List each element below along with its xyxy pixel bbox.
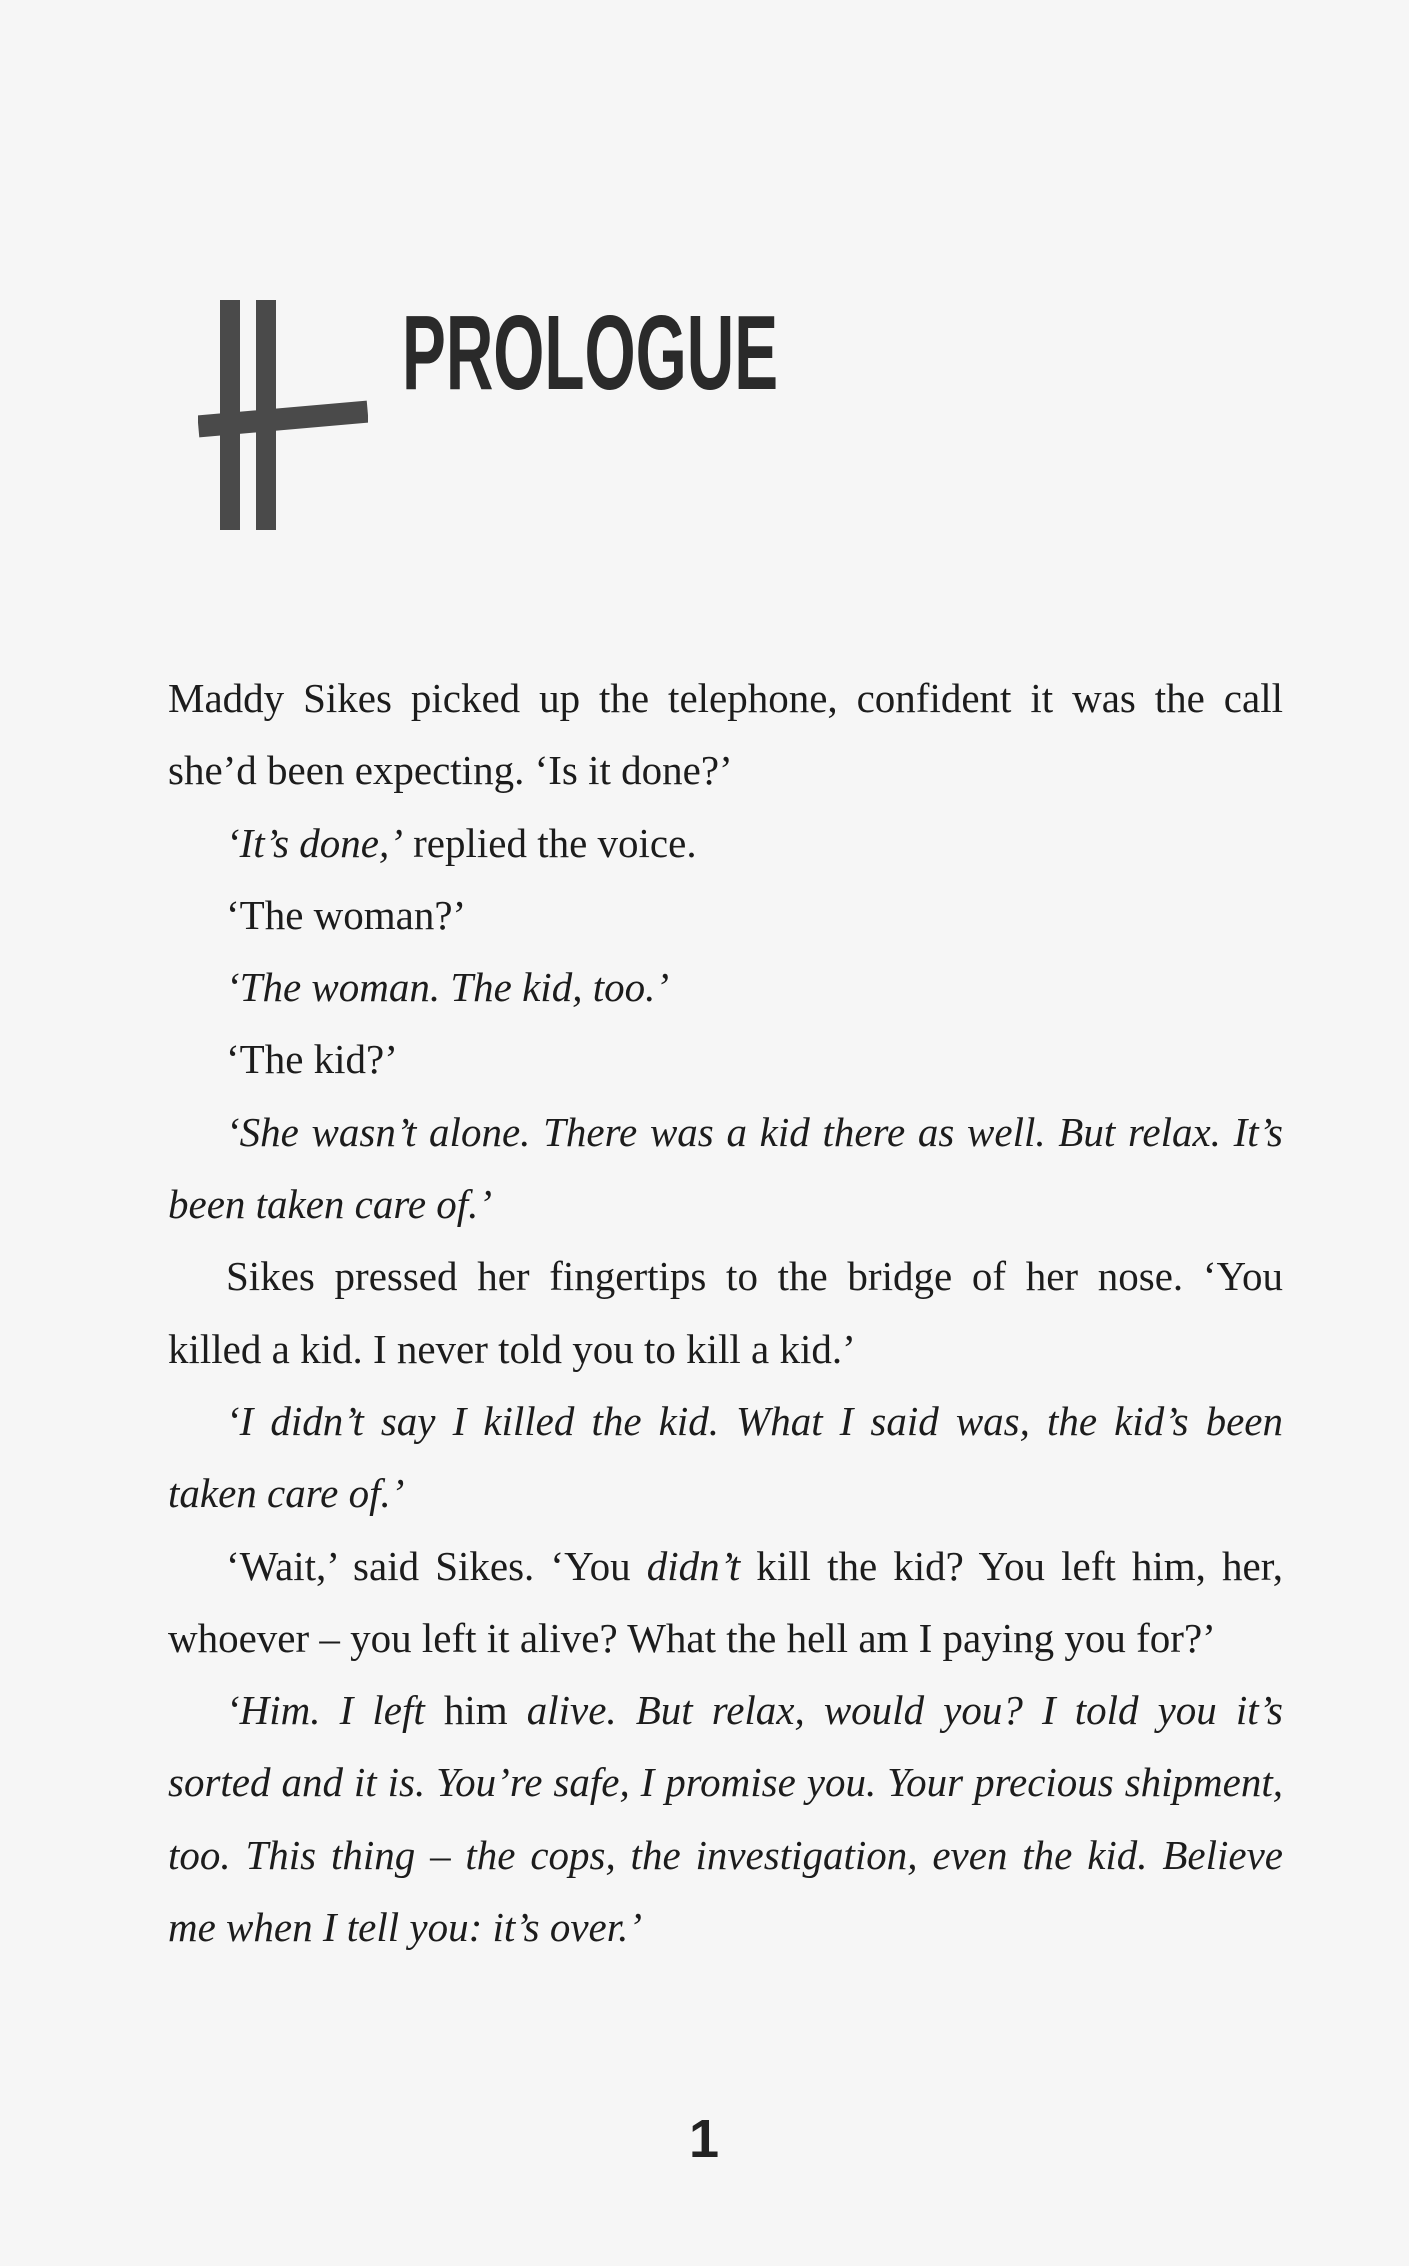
text-segment: Maddy Sikes picked up the telephone, confident it was the call she’d been expecting. ‘Is it done?’ [168,675,1283,794]
paragraph [168,1674,1283,1963]
paragraph [168,1385,1283,1530]
paragraph [168,807,1283,879]
text-segment: replied the voice. [402,819,697,866]
text-segment: Sikes pressed her fingertips to the bridge of her nose. ‘You killed a kid. I never told you to kill a kid.’ [168,1253,1283,1372]
paragraph [168,1023,1283,1095]
text-segment: ‘The woman?’ [226,891,467,938]
paragraph [168,662,1283,807]
paragraph [168,879,1283,951]
italic-text-segment: didn’t [646,1542,741,1589]
italic-text-segment: ‘She wasn’t alone. There was a kid there as well. But relax. It’s been taken care of.’ [168,1108,1283,1228]
italic-text-segment: ‘The woman. The kid, too.’ [226,964,669,1011]
text-segment: ‘Wait,’ said Sikes. ‘You [226,1542,647,1589]
double-cross-mark-icon [198,300,368,530]
body-text [168,662,1283,1963]
text-segment: him [424,1687,527,1734]
chapter-title: PROLOGUE [402,294,779,412]
italic-text-segment: ‘I didn’t say I killed the kid. What I said was, the kid’s been taken care of.’ [168,1397,1283,1517]
italic-text-segment: alive. But relax, would you? I told you it’s sorted and it is. You’re safe, I promise you. Your precious shipment, too. This thing – the cops, the investigation, even the kid. Believe me when I tell you: it’s over.’ [168,1687,1283,1951]
italic-text-segment: ‘It’s done,’ [226,819,403,866]
paragraph [168,1240,1283,1385]
paragraph [168,951,1283,1023]
italic-text-segment: ‘Him. I left [226,1687,425,1734]
page-number: 1 [688,2109,720,2169]
text-segment: kill the kid? You left him, her, whoever – you left it alive? What the hell am I paying you for?’ [168,1542,1283,1661]
paragraph [168,1530,1283,1675]
text-segment: ‘The kid?’ [226,1036,398,1083]
paragraph [168,1096,1283,1241]
